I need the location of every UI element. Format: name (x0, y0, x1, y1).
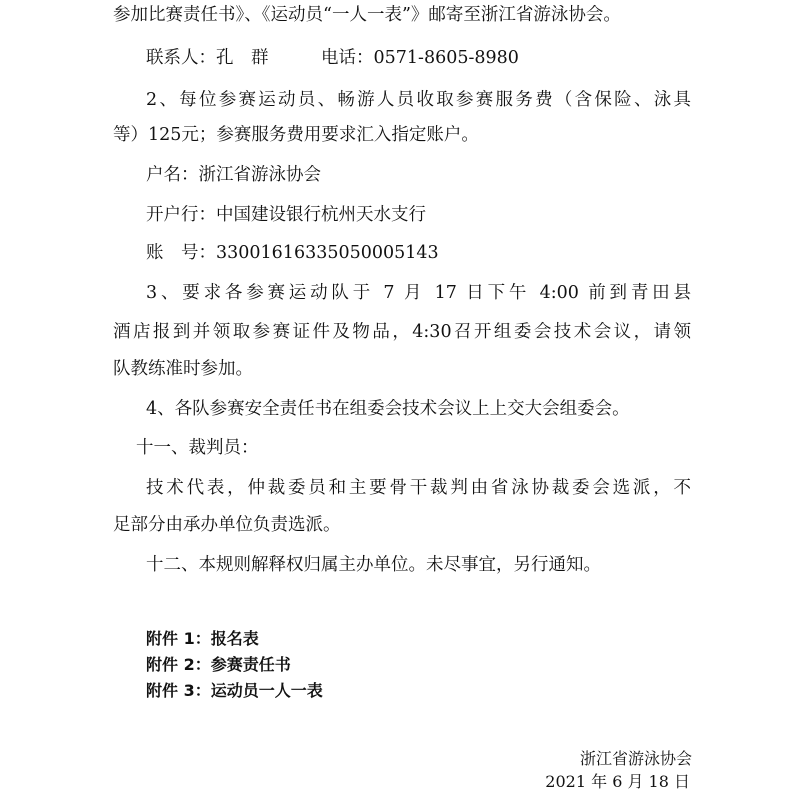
attachment-3: 附件 3：运动员一人一表 (146, 681, 323, 700)
item4-line: 4、各队参赛安全责任书在组委会技术会议上上交大会组委会。 (146, 399, 630, 419)
section-11-line-1: 技术代表，仲裁委员和主要骨干裁判由省泳协裁委会选派，不 (146, 478, 691, 498)
account-name: 户名：浙江省游泳协会 (146, 165, 321, 185)
attachment-2: 附件 2：参赛责任书 (146, 655, 291, 674)
contact-line: 联系人：孔 群 电话：0571-8605-8980 (146, 48, 519, 68)
signature-organization: 浙江省游泳协会 (579, 749, 692, 768)
signature-date: 2021 年 6 月 18 日 (545, 772, 690, 791)
attachment-1: 附件 1：报名表 (146, 629, 259, 648)
item3-line-2: 酒店报到并领取参赛证件及物品，4:30召开组委会技术会议，请领 (113, 322, 691, 342)
item2-line-2: 等）125元；参赛服务费用要求汇入指定账户。 (113, 125, 479, 145)
item3-line-1: 3、要求各参赛运动队于 7 月 17 日下午 4:00 前到青田县 (146, 283, 691, 303)
paragraph-line: 参加比赛责任书》、《运动员“一人一表”》邮寄至浙江省游泳协会。 (113, 5, 621, 25)
section-11-title: 十一、裁判员： (136, 438, 259, 458)
item2-line-1: 2、每位参赛运动员、畅游人员收取参赛服务费（含保险、泳具 (146, 90, 691, 110)
item3-line-3: 队教练准时参加。 (113, 359, 253, 379)
bank-name: 开户行：中国建设银行杭州天水支行 (146, 205, 426, 225)
section-11-line-2: 足部分由承办单位负责选派。 (113, 515, 341, 535)
section-12-line: 十二、本规则解释权归属主办单位。未尽事宜，另行通知。 (146, 555, 601, 575)
account-number: 账 号：33001616335050005143 (146, 243, 439, 263)
